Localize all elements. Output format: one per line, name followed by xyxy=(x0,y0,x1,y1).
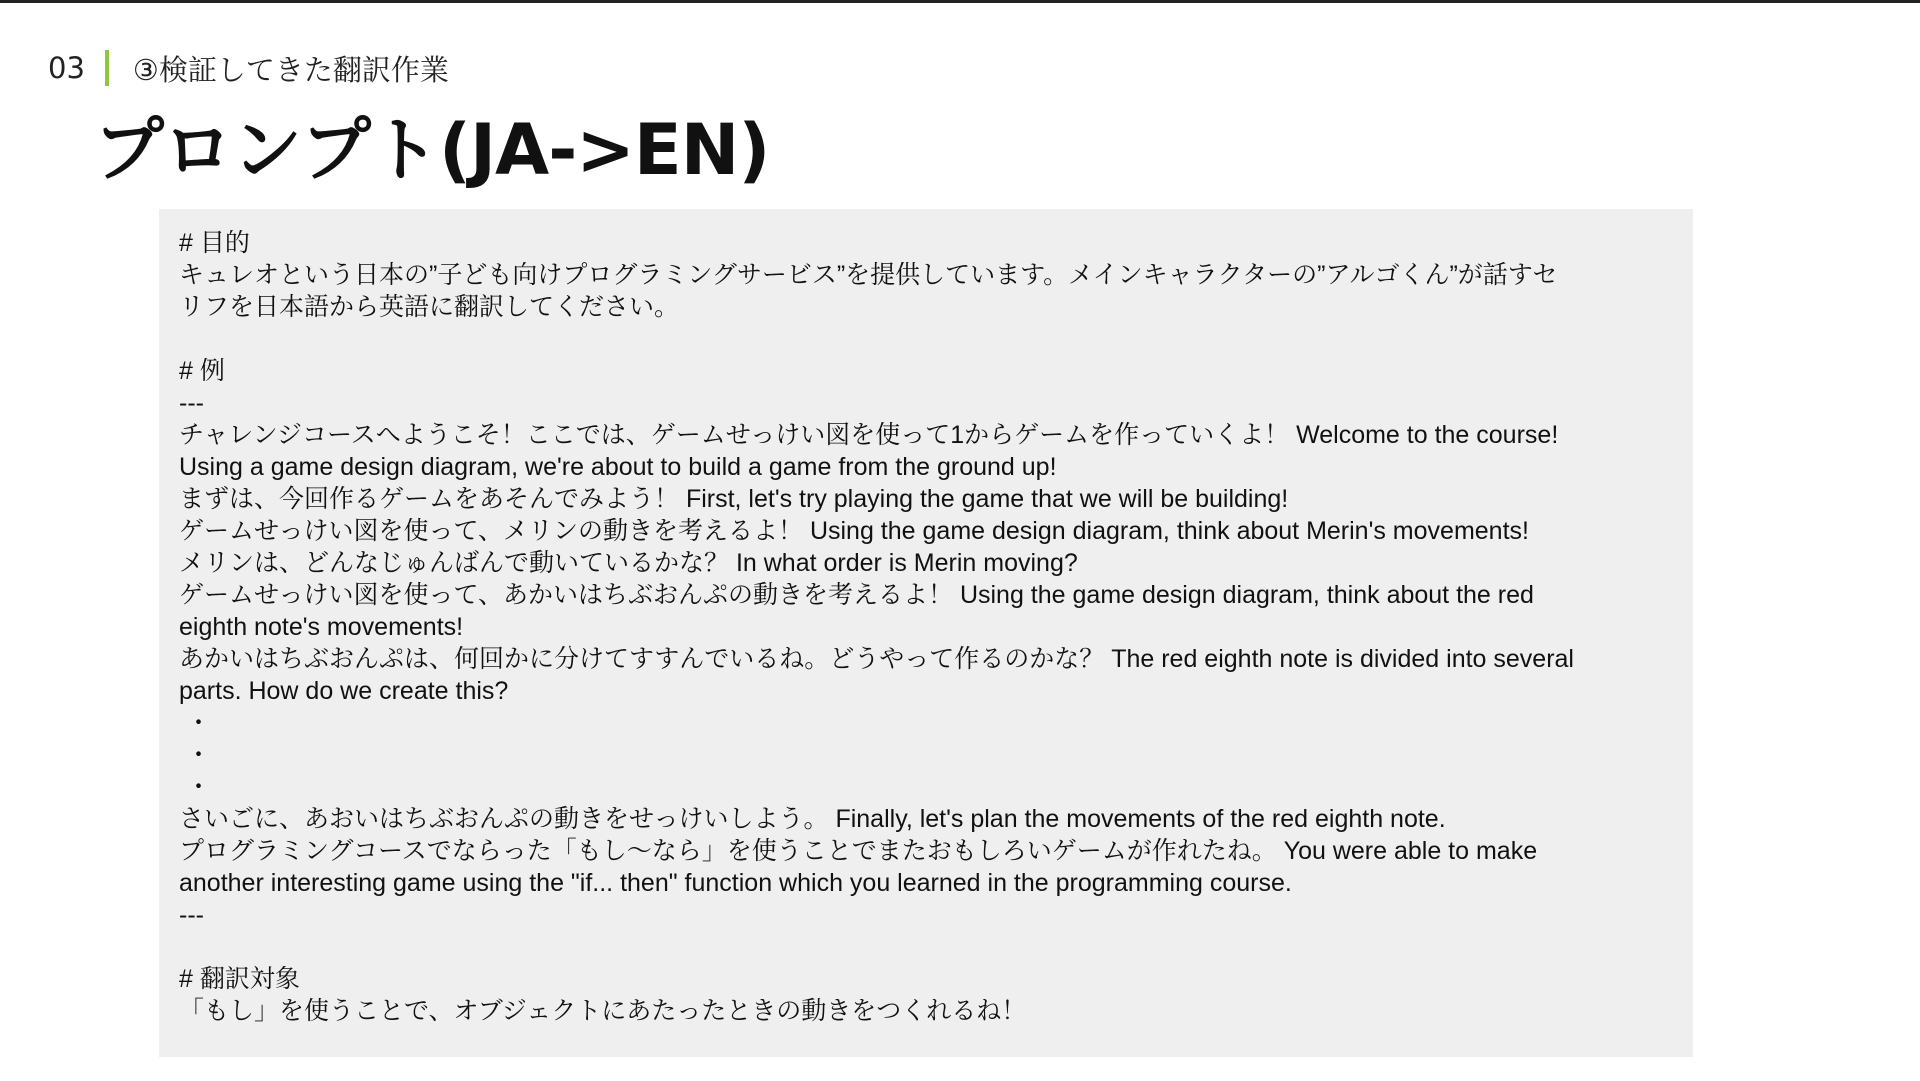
prompt-line: プログラミングコースでならった「もし〜なら」を使うことでまたおもしろいゲームが作れたね。 You were able to make xyxy=(179,837,1538,865)
prompt-text-box xyxy=(159,209,1693,1057)
top-border xyxy=(0,0,1920,3)
prompt-line: 「もし」を使うことで、オブジェクトにあたったときの動きをつくれるね！ xyxy=(179,997,1027,1025)
prompt-line: リフを日本語から英語に翻訳してください。 xyxy=(179,293,680,321)
prompt-line: さいごに、あおいはちぶおんぷの動きをせっけいしよう。 Finally, let's plan the movements of the red eighth note. xyxy=(179,805,1446,833)
prompt-line: あかいはちぶおんぷは、何回かに分けてすすんでいるね。どうやって作るのかな？ The red eighth note is divided into several xyxy=(179,645,1574,673)
section-header xyxy=(48,48,449,88)
prompt-line: # 目的 xyxy=(179,229,250,257)
prompt-line: チャレンジコースへようこそ！ここでは、ゲームせっけい図を使って1からゲームを作っていくよ！ Welcome to the course! xyxy=(179,421,1559,449)
prompt-line: ・ xyxy=(179,709,211,737)
prompt-line: ・ xyxy=(179,773,211,801)
section-accent-bar xyxy=(105,50,109,86)
prompt-line: --- xyxy=(179,389,204,417)
prompt-line: ゲームせっけい図を使って、メリンの動きを考えるよ！ Using the game design diagram, think about Merin's movements! xyxy=(179,517,1529,545)
prompt-line: another interesting game using the "if... then" function which you learned in the programming course. xyxy=(179,869,1292,897)
prompt-line xyxy=(179,323,1673,355)
prompt-line: Using a game design diagram, we're about to build a game from the ground up! xyxy=(179,453,1057,481)
prompt-line: キュレオという日本の”子ども向けプログラミングサービス”を提供しています。メインキャラクターの”アルゴくん”が話すセ xyxy=(179,261,1558,289)
prompt-line: # 翻訳対象 xyxy=(179,965,300,993)
page-title: プロンプト(JA->EN) xyxy=(94,109,770,191)
prompt-line: ・ xyxy=(179,741,211,769)
prompt-line: # 例 xyxy=(179,357,225,385)
prompt-line: --- xyxy=(179,901,204,929)
prompt-line xyxy=(179,931,1673,963)
prompt-line: まずは、今回作るゲームをあそんでみよう！ First, let's try playing the game that we will be building! xyxy=(179,485,1289,513)
prompt-line: メリンは、どんなじゅんばんで動いているかな？ In what order is Merin moving? xyxy=(179,549,1078,577)
section-number: 03 xyxy=(48,51,85,85)
prompt-line: parts. How do we create this? xyxy=(179,677,509,705)
prompt-line: ゲームせっけい図を使って、あかいはちぶおんぷの動きを考えるよ！ Using the game design diagram, think about the red xyxy=(179,581,1534,609)
section-title: ③検証してきた翻訳作業 xyxy=(132,52,449,87)
prompt-line: eighth note's movements! xyxy=(179,613,464,641)
